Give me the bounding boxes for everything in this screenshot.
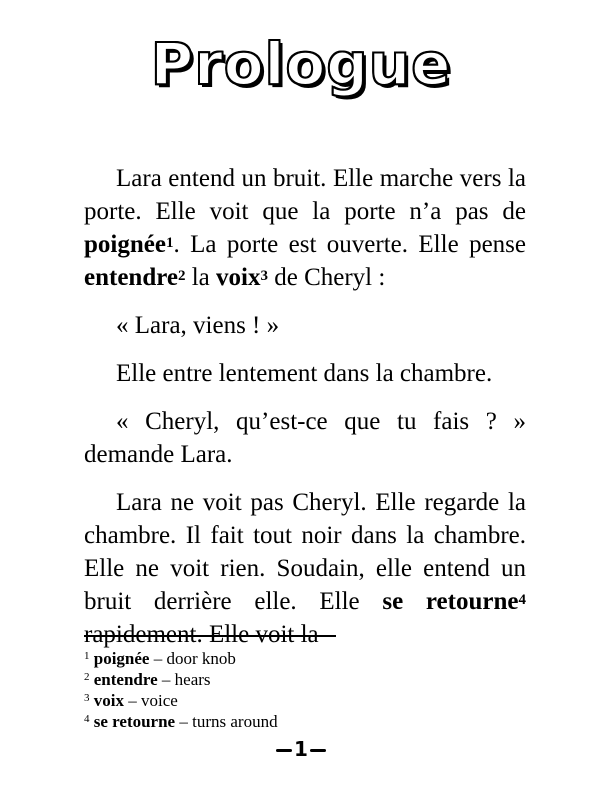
footnotes xyxy=(84,648,524,732)
footnote-term: se retourne xyxy=(93,712,176,731)
footnote-ref-4: 4 xyxy=(518,592,526,608)
glossary-word-se-retourne: se retourne xyxy=(382,588,519,615)
footnote-term: voix xyxy=(93,691,124,710)
glossary-word-poignee: poignée xyxy=(84,231,166,258)
footnote-definition: – hears xyxy=(157,670,211,689)
text-span: rapidement. Elle voit la xyxy=(84,621,319,648)
paragraph-1 xyxy=(84,162,526,294)
text-span: Lara ne voit pas Cheryl. Elle regarde la chambre. Il fait tout noir dans la chambre. Elle ne voit rien. Soudain, elle entend un bruit derrière elle. Elle xyxy=(84,489,526,615)
text-span: la xyxy=(185,264,217,291)
footnote-number: 2 xyxy=(84,671,90,683)
glossary-word-voix: voix xyxy=(216,264,261,291)
glossary-word-entendre: entendre xyxy=(84,264,178,291)
footnote-1 xyxy=(84,648,524,669)
footnote-number: 1 xyxy=(84,650,90,662)
text-span: de Cheryl : xyxy=(267,264,386,291)
page-title: Prologue xyxy=(150,30,452,98)
story-text xyxy=(84,162,526,651)
text-span: . La porte est ouverte. Elle pense xyxy=(173,231,526,258)
footnote-number: 4 xyxy=(84,713,90,725)
page-number-ornament-right xyxy=(310,749,326,752)
footnote-ref-1: 1 xyxy=(165,235,174,251)
footnote-definition: – voice xyxy=(123,691,178,710)
footnote-number: 3 xyxy=(84,692,90,704)
paragraph-2: « Lara, viens ! » xyxy=(116,312,280,339)
footnote-ref-2: 2 xyxy=(177,268,186,284)
footnote-term: entendre xyxy=(93,670,158,689)
text-span: Lara entend un bruit. Elle marche vers la porte. Elle voit que la porte n’a pas de xyxy=(84,165,526,225)
footnote-definition: – door knob xyxy=(149,649,236,668)
page-number-ornament-left xyxy=(276,749,292,752)
footnote-definition: – turns around xyxy=(175,712,278,731)
paragraph-4: « Cheryl, qu’est-ce que tu fais ? » demande Lara. xyxy=(84,408,526,468)
footnote-2 xyxy=(84,669,524,690)
footnote-divider xyxy=(84,635,336,637)
page-number xyxy=(0,737,602,761)
footnote-4 xyxy=(84,711,524,732)
footnote-3 xyxy=(84,690,524,711)
paragraph-3: Elle entre lentement dans la chambre. xyxy=(116,360,493,387)
page-number-value: 1 xyxy=(294,737,308,761)
footnote-ref-3: 3 xyxy=(260,268,268,284)
footnote-term: poignée xyxy=(93,649,150,668)
paragraph-5 xyxy=(84,486,526,651)
